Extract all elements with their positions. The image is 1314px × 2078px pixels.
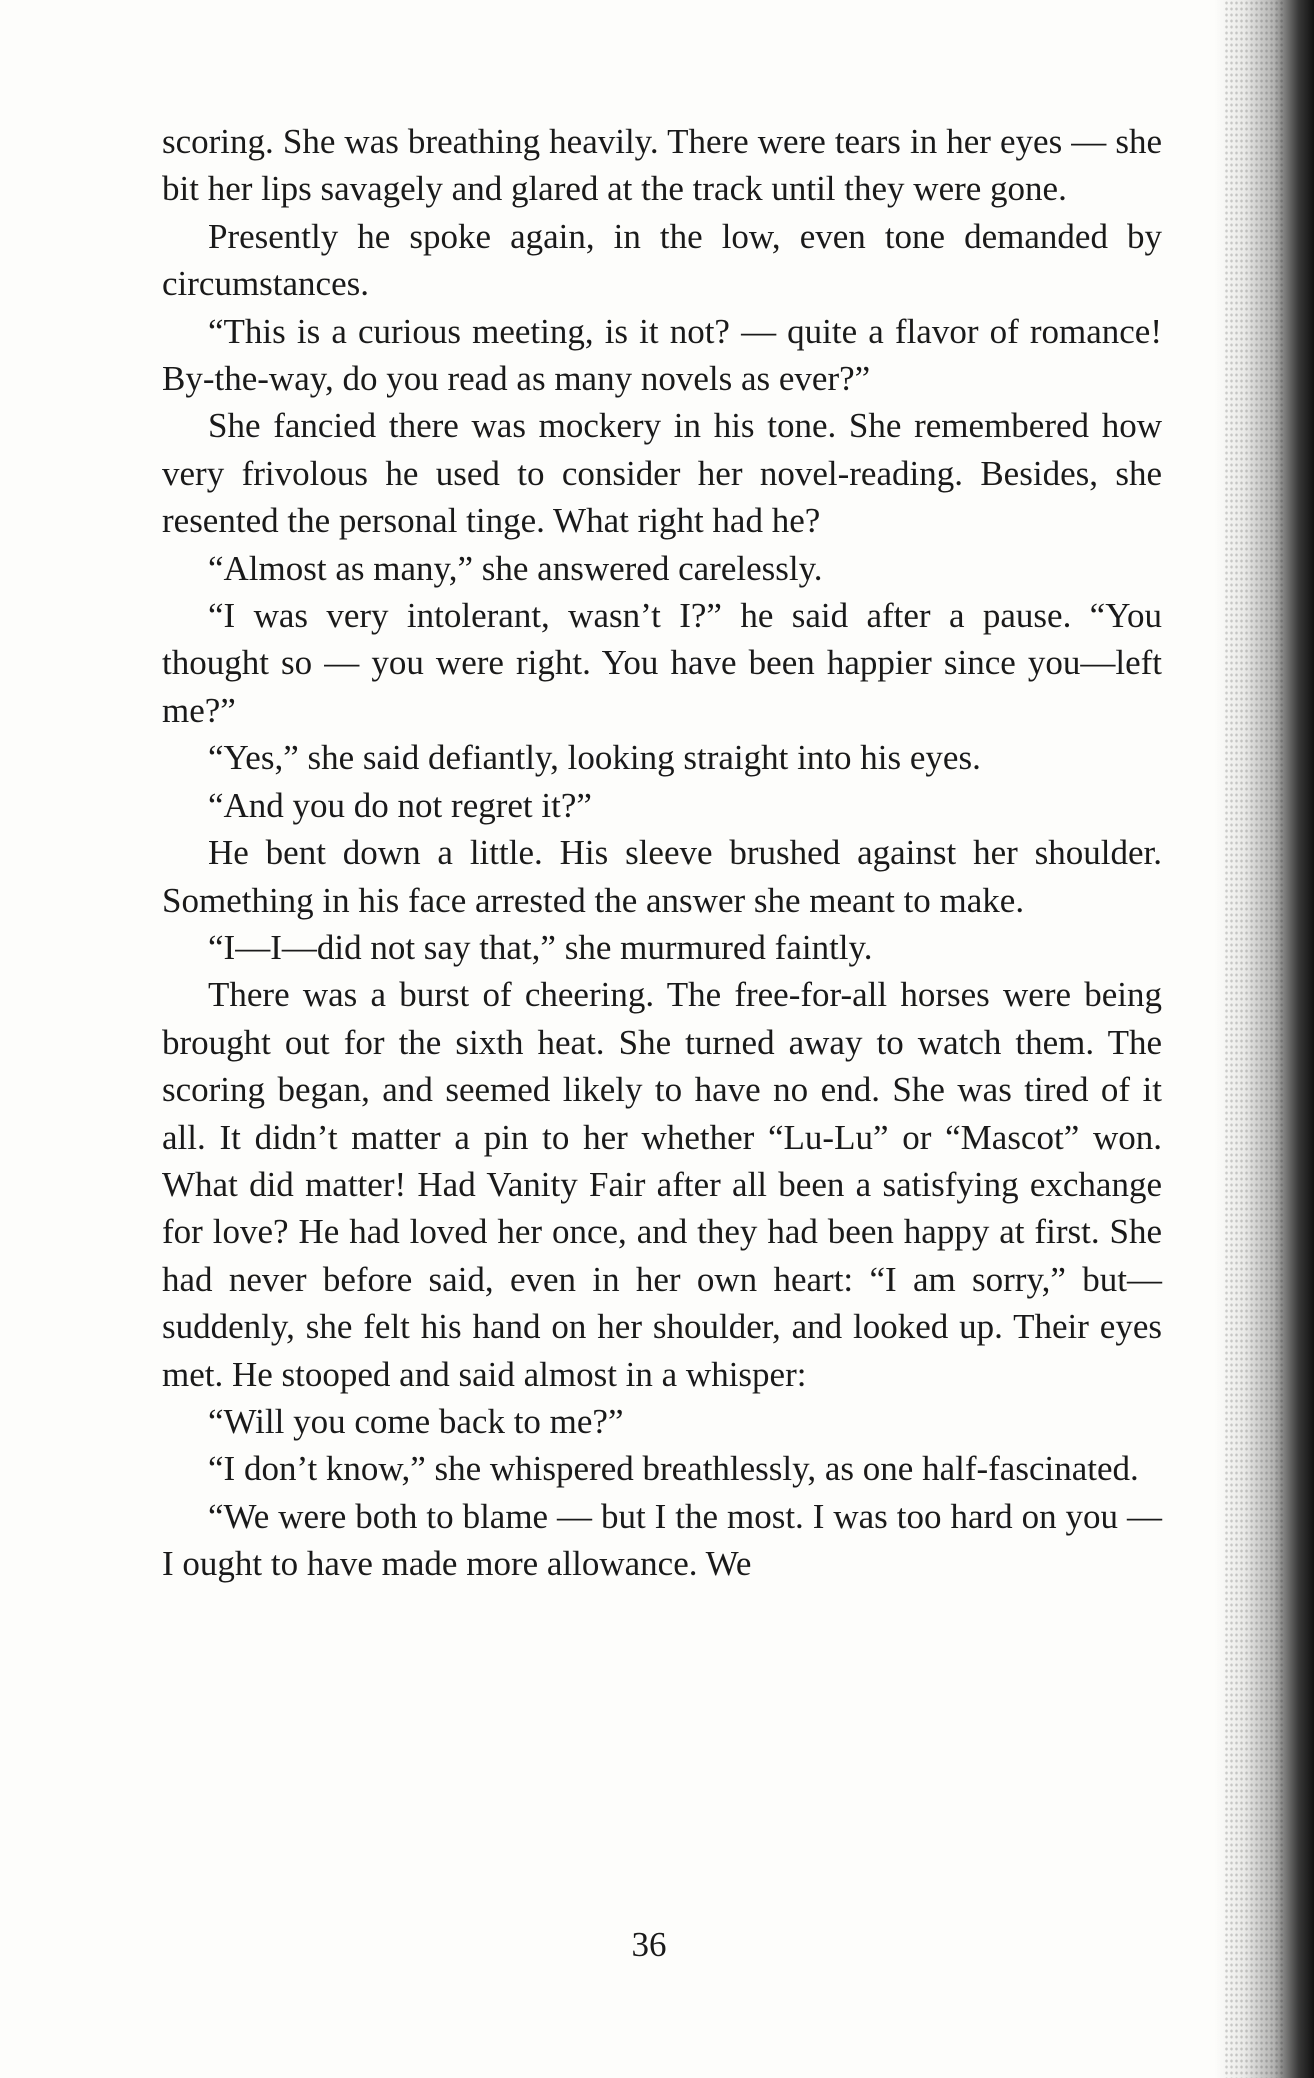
paragraph: “Almost as many,” she answered carelessly.: [208, 548, 823, 588]
paragraph: “I don’t know,” she whispered breathlessly, as one half-fascinated.: [208, 1449, 1139, 1489]
paragraph: “This is a curious meeting, is it not? — quite a flavor of romance! By-the-way, do you read as many novels as ever?”: [162, 311, 1162, 399]
paragraph: There was a burst of cheering. The free-for-all horses were being brought out for the sixth heat. She turned away to watch them. The scoring began, and seemed likely to have no end. She was tired of it all. It didn’t matter a pin to her whether “Lu-Lu” or “Mascot” won. What did matter! Had Vanity Fair after all been a satisfying exchange for love? He had loved her once, and they had been happy at first. She had never before said, even in her own heart: “I am sorry,” but—suddenly, she felt his hand on her shoulder, and looked up. Their eyes met. He stooped and said almost in a whisper:: [162, 975, 1162, 1394]
page-number: 36: [631, 1925, 667, 1964]
paragraph-continued: scoring. She was breathing heavily. There were tears in her eyes — she bit her lips savagely and glared at the track until they were gone.: [162, 122, 1162, 209]
paragraph: “And you do not regret it?”: [208, 785, 592, 825]
paragraph: He bent down a little. His sleeve brushed against her shoulder. Something in his face arrested the answer she meant to make.: [162, 833, 1162, 920]
paragraph: “Will you come back to me?”: [208, 1401, 624, 1441]
paragraph: “Yes,” she said defiantly, looking straight into his eyes.: [208, 738, 981, 778]
body-text: [162, 118, 1162, 1588]
paragraph: Presently he spoke again, in the low, even tone demanded by circumstances.: [162, 216, 1162, 304]
paragraph: “I—I—did not say that,” she murmured faintly.: [208, 927, 873, 967]
paragraph: “I was very intolerant, wasn’t I?” he said after a pause. “You thought so — you were right. You have been happier since you—left me?”: [162, 596, 1162, 730]
binding-texture: [1224, 0, 1284, 2078]
paragraph: She fancied there was mockery in his tone. She remembered how very frivolous he used to consider her novel-reading. Besides, she resented the personal tinge. What right had he?: [162, 406, 1162, 541]
paragraph: “We were both to blame — but I the most. I was too hard on you — I ought to have made more allowance. We: [162, 1496, 1162, 1584]
